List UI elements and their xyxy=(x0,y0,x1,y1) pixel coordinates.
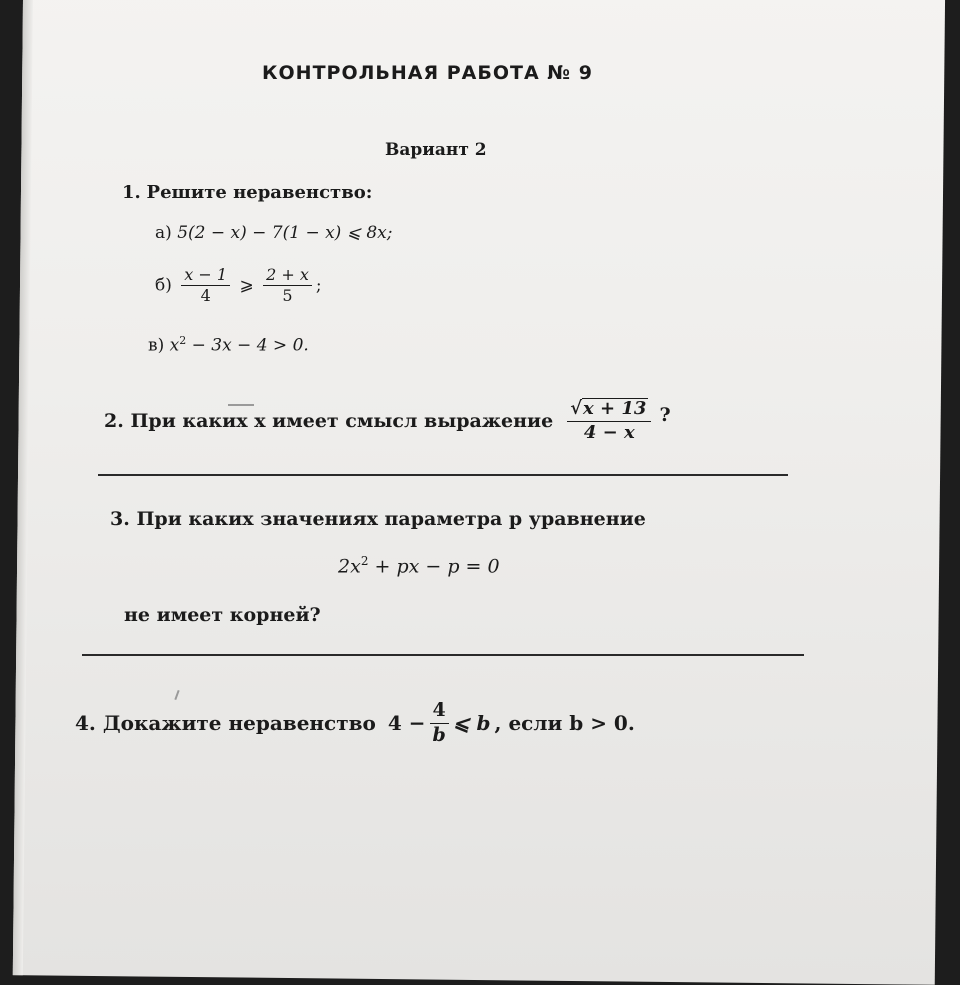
stray-pen-mark xyxy=(228,404,254,406)
item-b-semicolon: ; xyxy=(315,275,322,296)
question-2-number: 2. xyxy=(104,409,124,432)
item-b-label: б) xyxy=(155,275,172,296)
item-c-base: x xyxy=(169,335,180,356)
question-3-equation xyxy=(338,554,500,577)
item-b-fraction-right xyxy=(263,266,312,306)
fraction-right-denominator: 5 xyxy=(282,286,293,306)
question-2 xyxy=(104,398,671,443)
variant-label: Вариант 2 xyxy=(385,140,487,160)
question-1a xyxy=(155,223,393,243)
question-1b xyxy=(155,266,322,306)
question-1c xyxy=(148,334,309,356)
fraction-right-numerator: 2 + x xyxy=(263,266,312,286)
question-1-number: 1. xyxy=(122,182,141,203)
item-b-relation: ⩾ xyxy=(239,275,254,296)
fraction-numerator xyxy=(567,398,651,422)
question-4-condition: , если b > 0. xyxy=(494,711,635,736)
item-a-expression: 5(2 − x) − 7(1 − x) ⩽ 8x; xyxy=(177,223,393,243)
question-3 xyxy=(110,508,646,530)
equation-term-a: 2x xyxy=(338,555,361,578)
equation-exponent: 2 xyxy=(360,554,369,568)
fraction-denominator: b xyxy=(432,723,446,746)
question-2-fraction xyxy=(567,398,651,443)
fraction-left-denominator: 4 xyxy=(200,286,211,306)
equation-rest: + px − p = 0 xyxy=(368,555,500,578)
page-spine-shadow xyxy=(13,0,33,975)
question-3-number: 3. xyxy=(110,508,130,530)
item-c-rest: − 3x − 4 > 0. xyxy=(186,335,309,356)
sqrt-sign: √ xyxy=(570,398,583,419)
question-3-ending: не имеет корней? xyxy=(124,604,321,626)
question-4-expr-rest: ⩽ b xyxy=(452,711,491,736)
fraction-left-numerator: x − 1 xyxy=(181,266,230,286)
fraction-numerator: 4 xyxy=(430,700,449,724)
question-4 xyxy=(75,700,635,747)
divider-1 xyxy=(98,474,788,476)
page-title: КОНТРОЛЬНАЯ РАБОТА № 9 xyxy=(262,62,593,84)
item-a-label: а) xyxy=(155,223,172,243)
item-c-exponent: 2 xyxy=(179,334,187,347)
question-3-text: При каких значениях параметра p уравнение xyxy=(136,508,646,530)
question-2-mark: ? xyxy=(659,404,671,426)
divider-2 xyxy=(82,654,804,656)
question-4-text: Докажите неравенство xyxy=(102,711,376,736)
question-1-prompt: Решите неравенство: xyxy=(146,182,373,203)
fraction-denominator: 4 − x xyxy=(583,421,635,443)
question-1-heading xyxy=(122,182,372,203)
question-4-number: 4. xyxy=(75,711,96,736)
item-b-fraction-left xyxy=(181,266,230,306)
item-c-label: в) xyxy=(148,335,165,356)
question-2-text: При каких x имеет смысл выражение xyxy=(130,409,554,432)
question-4-expr-start: 4 − xyxy=(387,711,426,736)
sqrt-content: x + 13 xyxy=(583,398,647,419)
question-4-fraction xyxy=(430,700,449,747)
